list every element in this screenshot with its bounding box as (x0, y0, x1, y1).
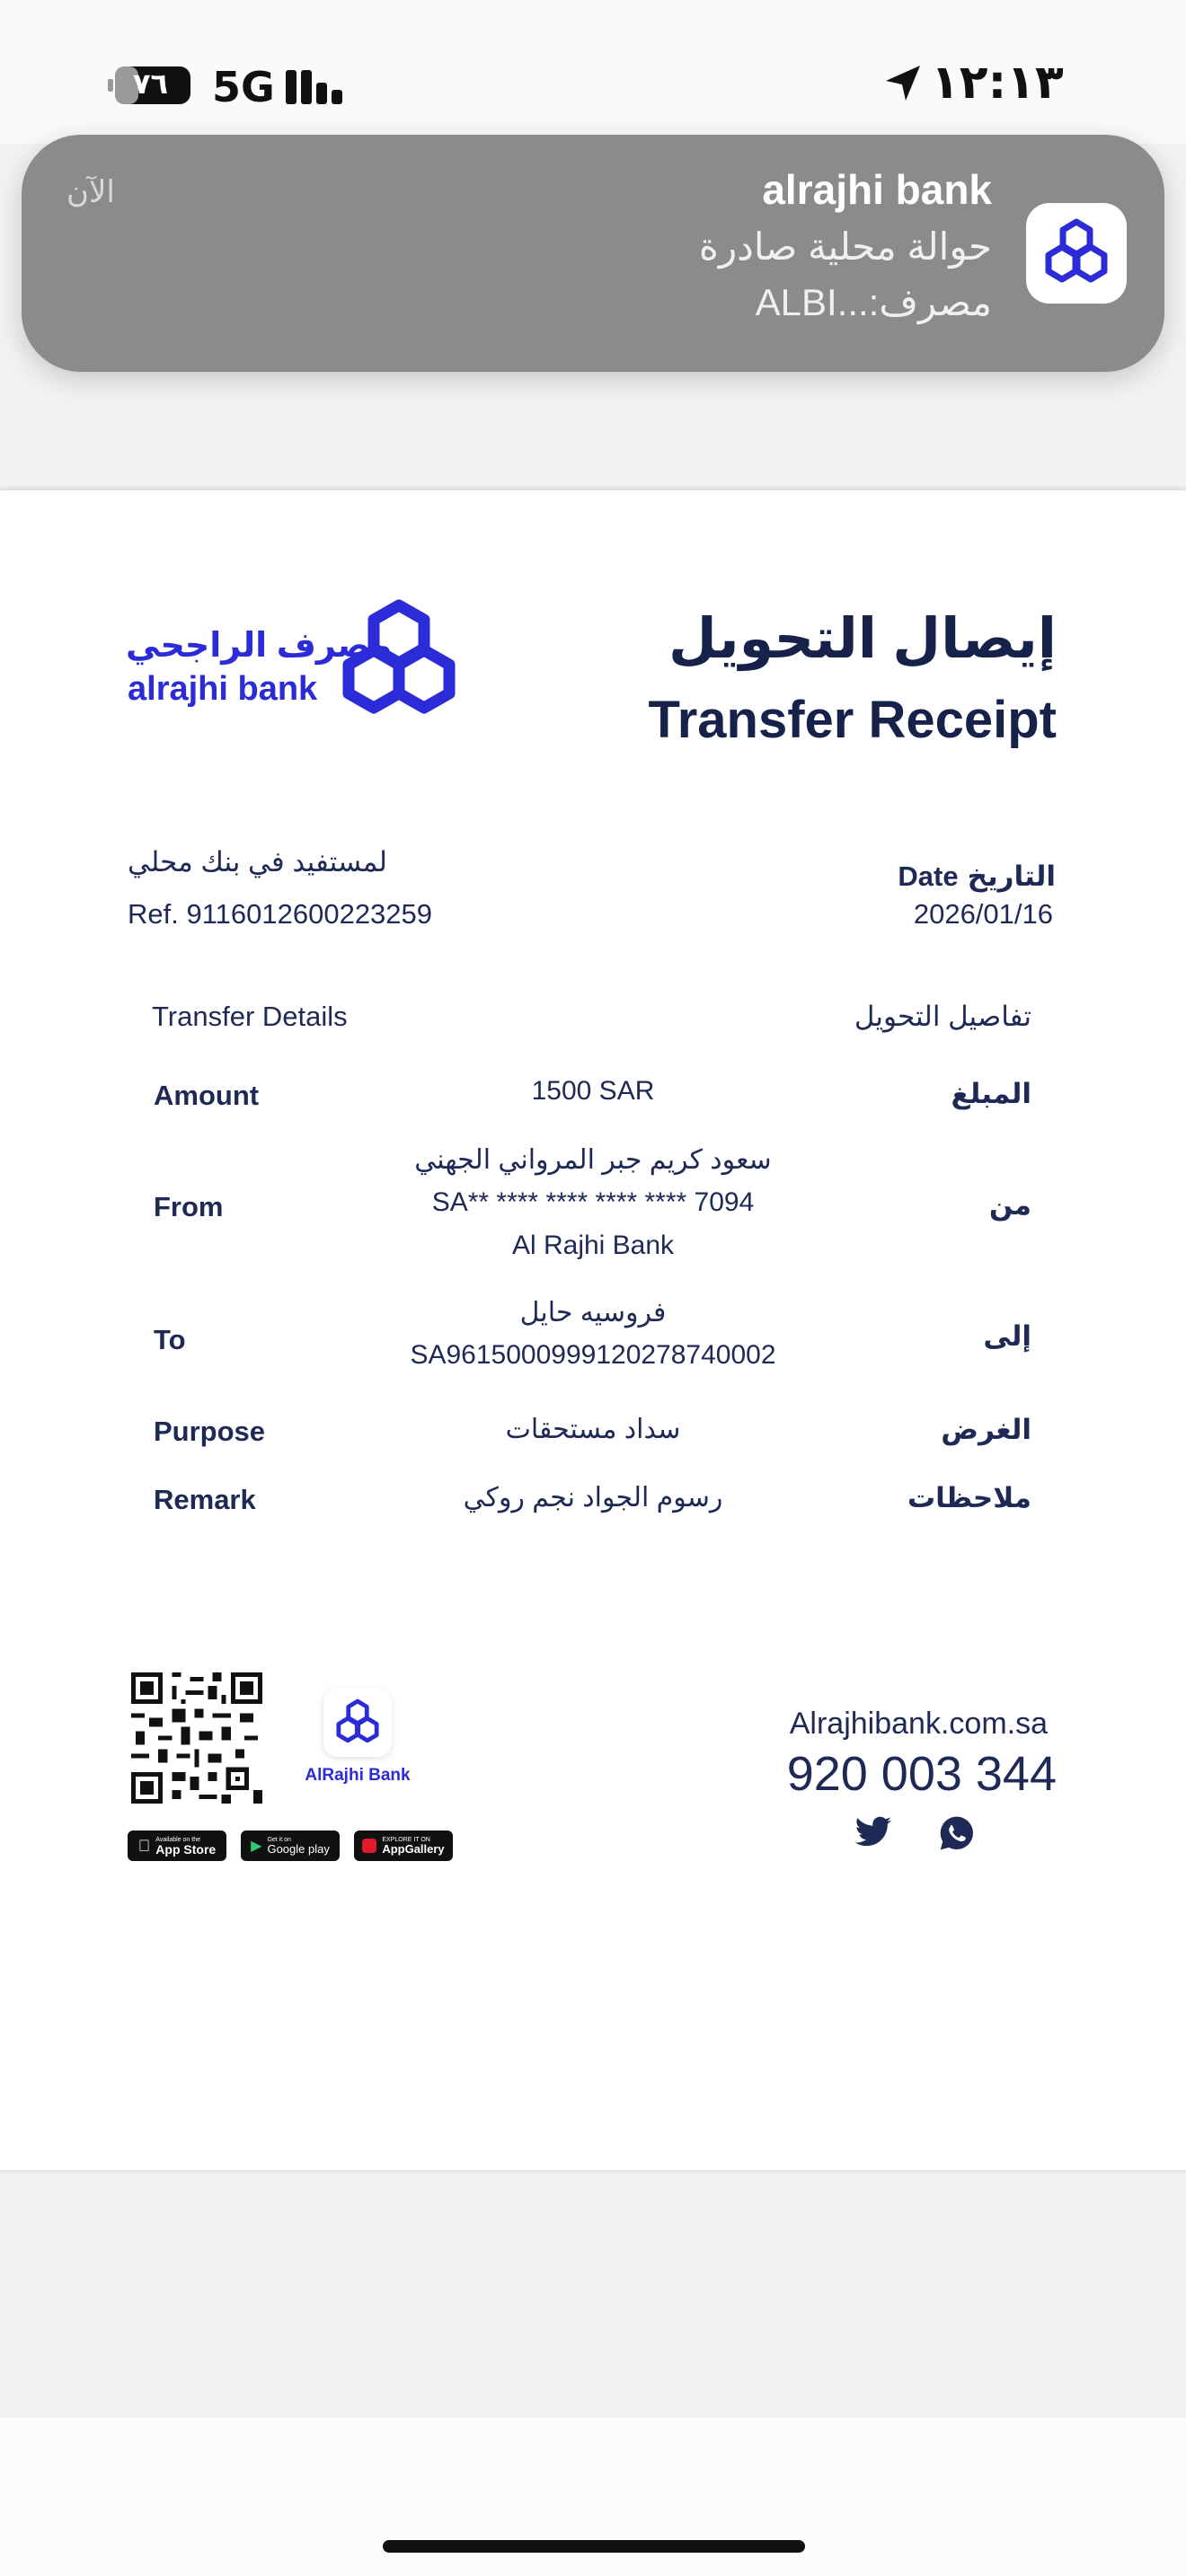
date-label (898, 860, 1056, 893)
phone-number[interactable]: 920 003 344 (786, 1747, 1057, 1801)
section-title-arabic: تفاصيل التحويل (854, 1001, 1031, 1032)
google-play-badge[interactable] (241, 1831, 340, 1861)
from-name: سعود كريم جبر المرواني الجهني (414, 1145, 772, 1175)
remark-label: Remark (154, 1484, 256, 1515)
date-value: 2026/01/16 (913, 898, 1053, 930)
receipt-title: Transfer Receipt (648, 691, 1057, 749)
receipt-title-arabic: إيصال التحويل (668, 608, 1057, 670)
purpose-label-arabic: الغرض (941, 1414, 1031, 1445)
home-indicator[interactable] (383, 2540, 805, 2553)
notification-line-2: ALBI...:مصرف (755, 281, 992, 323)
battery-icon (108, 65, 192, 106)
date-label-en: Date (898, 860, 959, 892)
website-link[interactable]: Alrajhibank.com.sa (789, 1707, 1048, 1741)
appgallery-caption: EXPLORE IT ON (382, 1837, 430, 1843)
google-play-label: Google play (267, 1842, 330, 1856)
alrajhi-logo-icon (1026, 203, 1127, 304)
date-label-ar: التاريخ (967, 860, 1056, 892)
alrajhi-logo-icon (334, 596, 464, 723)
brand-name: alrajhi bank (128, 670, 318, 708)
brand-name-arabic: مصرف الراجحي (126, 627, 393, 665)
purpose-label: Purpose (154, 1416, 266, 1447)
google-play-caption: Get it on (267, 1837, 291, 1843)
section-title: Transfer Details (152, 1001, 348, 1032)
reference-number: Ref. 9116012600223259 (128, 898, 433, 930)
from-account: SA** **** **** **** **** 7094 (431, 1187, 755, 1217)
clock: ١٢:١٣ (931, 56, 1064, 110)
remark-value: رسوم الجواد نجم روكي (463, 1483, 723, 1513)
from-label-arabic: من (988, 1189, 1031, 1221)
push-notification[interactable] (22, 135, 1164, 372)
battery-level: ٧٦ (133, 67, 169, 100)
appgallery-label: AppGallery (382, 1842, 445, 1856)
whatsapp-icon[interactable] (938, 1814, 976, 1857)
twitter-icon[interactable] (854, 1816, 893, 1857)
qr-code (131, 1672, 262, 1808)
purpose-value: سداد مستحقات (505, 1415, 681, 1444)
notification-time: الآن (66, 175, 115, 209)
app-store-caption: Available on the (149, 1836, 195, 1843)
location-arrow-icon (882, 63, 924, 109)
amount-label-arabic: المبلغ (951, 1078, 1031, 1109)
amount-label: Amount (154, 1080, 260, 1111)
notification-line-1: حوالة محلية صادرة (698, 225, 992, 268)
apple-icon (138, 1837, 151, 1856)
transfer-receipt (0, 490, 1186, 2170)
network-type: 5G (212, 63, 275, 111)
app-label: AlRajhi Bank (305, 1766, 411, 1785)
beneficiary-type: لمستفيد في بنك محلي (128, 846, 388, 878)
to-account: SA9615000999120278740002 (410, 1340, 776, 1370)
remark-label-arabic: ملاحظات (907, 1482, 1031, 1513)
signal-icon (286, 68, 345, 109)
from-label: From (154, 1191, 224, 1222)
huawei-icon (362, 1839, 376, 1853)
to-label: To (154, 1324, 186, 1355)
appgallery-badge[interactable] (354, 1831, 453, 1861)
notification-app-name: alrajhi bank (762, 166, 992, 213)
amount-value: 1500 SAR (531, 1076, 655, 1106)
app-store-label: App Store (149, 1841, 210, 1857)
to-label-arabic: إلى (983, 1320, 1031, 1352)
alrajhi-app-icon[interactable] (323, 1689, 392, 1757)
play-icon: ▶ (251, 1839, 262, 1854)
status-bar (0, 0, 1186, 144)
app-store-badge[interactable] (128, 1831, 226, 1861)
from-bank: Al Rajhi Bank (511, 1231, 675, 1260)
to-name: فروسيه حايل (519, 1298, 667, 1328)
